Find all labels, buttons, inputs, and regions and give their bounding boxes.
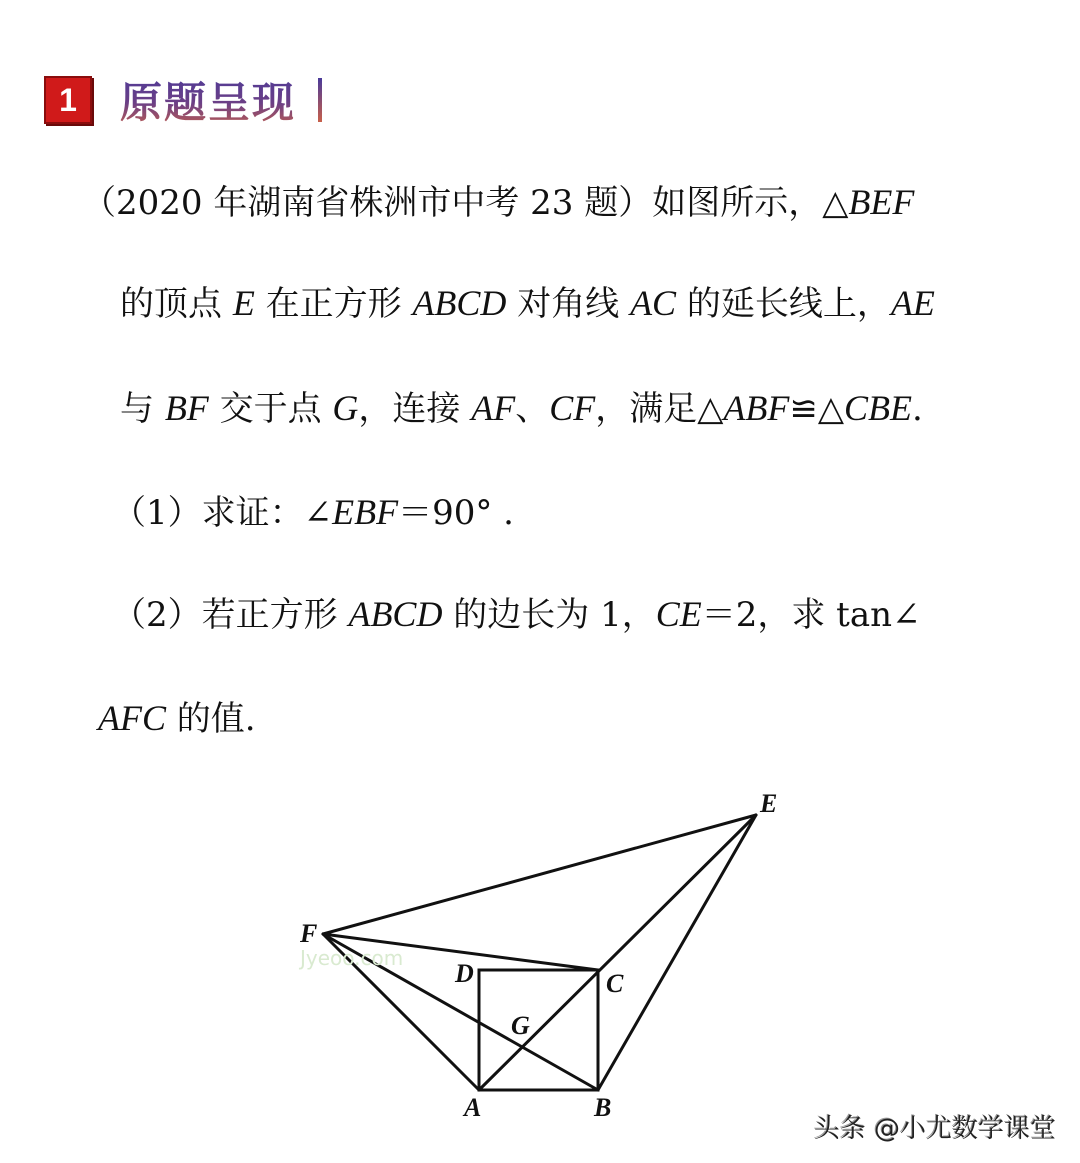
math-var: EBF xyxy=(332,492,399,532)
math-var: BF xyxy=(164,388,209,428)
math-var: AF xyxy=(471,388,516,428)
math-var: E xyxy=(232,283,255,323)
label-F: F xyxy=(300,919,318,948)
author-watermark: 头条 @小尤数学课堂 xyxy=(813,1114,1056,1144)
label-C: C xyxy=(606,969,624,998)
math-var: ABF xyxy=(723,388,790,428)
text: （1）求证：∠ xyxy=(112,493,333,533)
text: 、 xyxy=(515,389,550,429)
segment-AE xyxy=(479,815,756,1090)
text: 交于点 xyxy=(208,389,333,429)
math-var: BEF xyxy=(848,182,915,222)
text: 对角线 xyxy=(506,284,631,324)
jyeoo-watermark: Jyeoo.com xyxy=(300,946,404,970)
text: （2020 年湖南省株洲市中考 23 题）如图所示，△ xyxy=(82,183,849,223)
segment-BE xyxy=(598,815,756,1090)
math-var: G xyxy=(332,388,359,428)
text: ＝2，求 tan∠ xyxy=(701,595,921,635)
label-G: G xyxy=(511,1011,530,1040)
math-var: AC xyxy=(630,283,677,323)
text: 在正方形 xyxy=(254,284,413,324)
section-number-badge: 1 xyxy=(44,76,92,124)
label-A: A xyxy=(464,1093,482,1122)
text: ，满足△ xyxy=(595,389,724,429)
math-var: CE xyxy=(655,594,702,634)
label-D: D xyxy=(455,959,474,988)
section-title: 原题呈现 xyxy=(120,70,296,130)
label-B: B xyxy=(594,1093,612,1122)
text: . xyxy=(912,389,923,429)
text: ≌△ xyxy=(789,389,845,429)
math-var: AFC xyxy=(98,698,166,738)
text: 的值. xyxy=(166,699,256,739)
text: ＝90° . xyxy=(398,493,514,533)
text: （2）若正方形 xyxy=(112,595,349,635)
math-var: ABCD xyxy=(348,594,443,634)
math-var: AE xyxy=(890,283,935,323)
math-var: CBE xyxy=(844,388,913,428)
text: 与 xyxy=(120,389,165,429)
math-var: CF xyxy=(549,388,596,428)
text: 的边长为 1， xyxy=(442,595,656,635)
text: 的顶点 xyxy=(120,284,233,324)
label-E: E xyxy=(760,789,778,818)
segment-FE xyxy=(323,815,756,934)
math-var: ABCD xyxy=(412,283,507,323)
text: ，连接 xyxy=(358,389,472,429)
text: 的延长线上， xyxy=(676,284,891,324)
